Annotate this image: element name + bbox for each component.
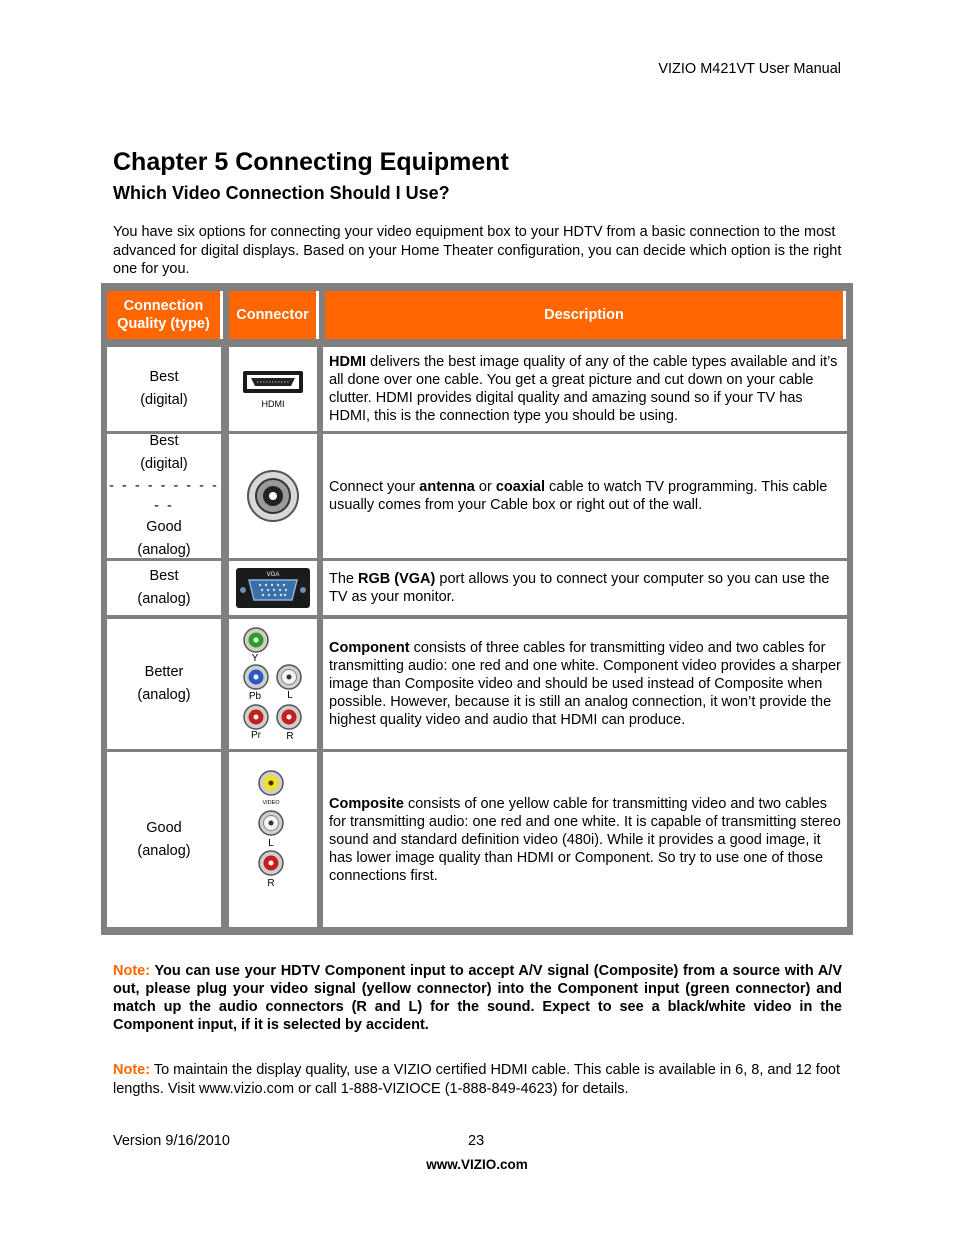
quality-line: (digital) xyxy=(140,392,188,408)
desc-bold: Component xyxy=(329,640,410,656)
row-coax-quality xyxy=(107,434,221,558)
svg-text:Y: Y xyxy=(251,653,259,664)
row-component-description xyxy=(323,619,847,749)
quality-line: (analog) xyxy=(137,542,191,558)
note-text: To maintain the display quality, use a VIZIO certified HDMI cable. This cable is available in 6, 8, and 12 foot lengths. Visit www.vizio.com or call 1-888-VIZIOCE (1-888-849-4623) for details. xyxy=(113,1062,840,1097)
footer-version: Version 9/16/2010 xyxy=(113,1133,230,1149)
footer-website: www.VIZIO.com xyxy=(426,1157,528,1172)
svg-text:L: L xyxy=(268,838,274,849)
quality-line: Best xyxy=(149,433,179,449)
quality-line: (analog) xyxy=(137,591,191,607)
section-title: Which Video Connection Should I Use? xyxy=(113,183,450,203)
desc-text: consists of three cables for transmitting video and two cables for transmitting audio: one red and one white. Component video provides a sharper image than Composite video and should be used instead of Composite when possible. However, because it is still an analog connection, it won’t provide the highest quality video and audio that HDMI can produce. xyxy=(329,640,841,728)
row-component-connector xyxy=(229,619,317,749)
row-vga-quality xyxy=(107,561,221,615)
svg-text:R: R xyxy=(286,731,294,742)
desc-text: The xyxy=(329,571,359,587)
desc-text: cable to watch TV programming. This cable usually comes from your Cable box or right out of the wall. xyxy=(329,479,828,513)
quality-line: Good xyxy=(146,519,182,535)
coaxial-port-icon xyxy=(243,466,303,526)
note-label: Note: xyxy=(113,963,151,979)
quality-line: (analog) xyxy=(137,687,191,703)
connection-table xyxy=(101,283,853,935)
svg-text:R: R xyxy=(267,878,275,889)
desc-text: Connect your xyxy=(329,479,420,495)
note-text: You can use your HDTV Component input to accept A/V signal (Composite) from a source with A/V out, please plug your video signal (yellow connector) into the Component input (green connector) and match up the audio connectors (R and L) for the sound. Expect to see a black/white video in the Component input, if it is selected by accident. xyxy=(113,963,842,1033)
svg-text:HDMI: HDMI xyxy=(261,399,285,409)
header-connector: Connector xyxy=(229,291,319,339)
desc-text: or xyxy=(474,479,496,495)
header-quality: Connection Quality (type) xyxy=(107,291,223,339)
row-composite-connector xyxy=(229,752,317,927)
svg-text:VIDEO: VIDEO xyxy=(262,800,280,806)
intro-paragraph: You have six options for connecting your video equipment box to your HDTV from a basic connection to the most advanced for digital displays. Based on your Home Theater configuration, you can decide which option is the right one for you. xyxy=(113,224,842,277)
quality-line: Best xyxy=(149,369,179,385)
quality-line: (analog) xyxy=(137,842,191,859)
desc-text: port allows you to connect your computer so you can use the TV as your monitor. xyxy=(329,571,830,605)
row-component-quality xyxy=(107,619,221,749)
desc-bold: Composite xyxy=(329,795,404,812)
row-coax-connector xyxy=(229,434,317,558)
row-hdmi-quality xyxy=(107,347,221,431)
desc-bold: RGB (VGA) xyxy=(358,571,436,587)
quality-line: Better xyxy=(144,664,184,680)
svg-text:Pb: Pb xyxy=(248,691,262,702)
header-description: Description xyxy=(325,291,846,339)
header-divider xyxy=(101,341,853,344)
row-hdmi-description xyxy=(323,347,847,431)
row-vga-description xyxy=(323,561,847,615)
desc-bold: coaxial xyxy=(495,479,545,495)
vga-port-icon xyxy=(235,567,311,609)
desc-bold: HDMI xyxy=(329,354,367,370)
running-header: VIZIO M421VT User Manual xyxy=(658,61,841,77)
note-hdmi-cable xyxy=(113,1061,842,1098)
desc-bold: antenna xyxy=(419,479,475,495)
note-component xyxy=(113,962,842,1034)
quality-line: (digital) xyxy=(140,456,188,472)
quality-line: Good xyxy=(146,819,182,836)
row-coax-description xyxy=(323,434,847,558)
chapter-title: Chapter 5 Connecting Equipment xyxy=(113,148,509,176)
svg-text:L: L xyxy=(287,690,293,701)
note-label: Note: xyxy=(113,1062,151,1078)
row-composite-quality xyxy=(107,752,221,927)
svg-text:VGA: VGA xyxy=(266,572,280,578)
composite-ports-icon xyxy=(229,752,317,927)
row-vga-connector xyxy=(229,561,317,615)
quality-separator: - - - - - - - - - - - xyxy=(109,478,219,514)
hdmi-port-icon xyxy=(237,365,309,413)
page-number: 23 xyxy=(468,1133,485,1149)
row-composite-description xyxy=(323,752,847,927)
row-hdmi-connector xyxy=(229,347,317,431)
component-ports-icon xyxy=(229,619,317,749)
quality-line: Best xyxy=(149,568,179,584)
svg-text:Pr: Pr xyxy=(251,730,261,741)
desc-text: consists of one yellow cable for transmitting video and two cables for transmitting audio: one red and one white. It is capable of transmitting stereo sound and standard definition video (480i). While it provides a good image, it has lower image quality than HDMI or Component. So try to use one of those connections first. xyxy=(329,795,841,884)
desc-text: delivers the best image quality of any of the cable types available and it’s all done over one cable. You get a great picture and cut down on your cable clutter. HDMI provides digital quality and amazing sound so if your TV has HDMI, this is the connection type you should be using. xyxy=(329,354,838,424)
